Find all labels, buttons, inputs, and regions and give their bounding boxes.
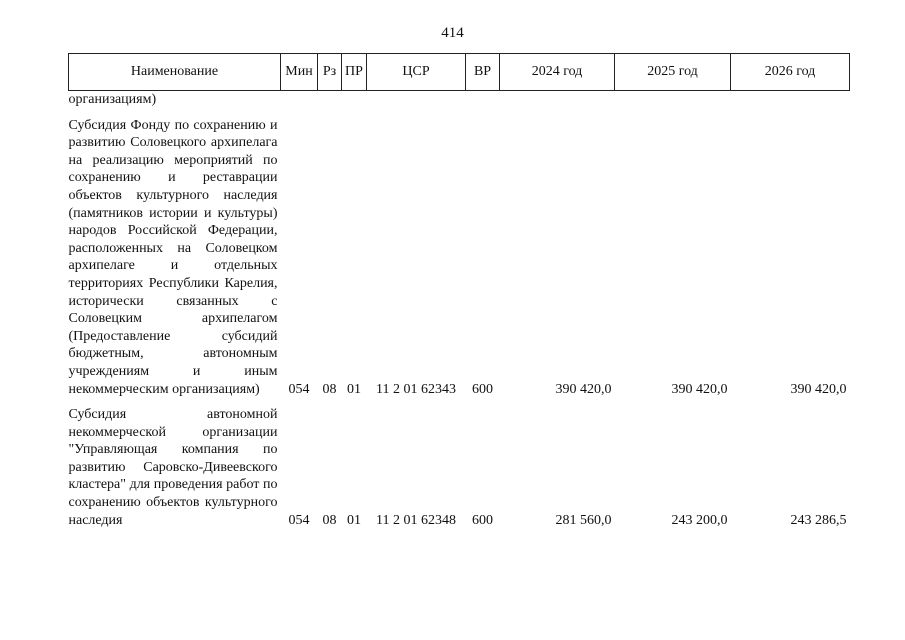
- row-name: Субсидия Фонду по сохранению и развитию Соловецкого архипелага на реализацию мероприятий по сохранению и реставрации объектов культурного наследия (памятников истории и культуры) народов Российской Федерации, расположенных на Соловецком архипелаге и отдельных территориях Республики Карелия, исторически связанных с Соловецким архипелагом (Предоставление субсидий бюджетным, автономным учреждениям и иным некоммерческим организациям): [68, 117, 278, 397]
- row-pr: 01: [347, 381, 361, 397]
- header-2026: 2026 год: [731, 54, 850, 91]
- row-2024: 281 560,0: [555, 512, 612, 528]
- row-name: организациям): [68, 92, 157, 107]
- header-rz: Рз: [318, 54, 342, 91]
- row-csr: 11 2 01 62343: [376, 381, 456, 397]
- row-pr: 01: [347, 512, 361, 528]
- header-vr: ВР: [466, 54, 500, 91]
- table-header-row: [69, 54, 850, 91]
- header-name: Наименование: [69, 54, 281, 91]
- header-pr: ПР: [342, 54, 367, 91]
- row-name: Субсидия автономной некоммерческой организации "Управляющая компания по развитию Саровско-Дивеевского кластера" для проведения работ по сохранению объектов культурного наследия: [68, 407, 278, 528]
- row-spacer: [69, 109, 850, 117]
- page-number: 414: [441, 25, 464, 41]
- table-row: [69, 117, 850, 399]
- row-csr: 11 2 01 62348: [376, 512, 456, 528]
- row-rz: 08: [322, 512, 337, 528]
- row-2026: 243 286,5: [790, 512, 847, 528]
- row-min: [281, 91, 318, 109]
- row-min: 054: [288, 381, 310, 397]
- row-vr: 600: [472, 512, 493, 528]
- row-spacer: [69, 398, 850, 406]
- row-min: 054: [288, 512, 310, 528]
- budget-table: [68, 53, 850, 529]
- row-2025: 390 420,0: [671, 381, 728, 397]
- header-min: Мин: [281, 54, 318, 91]
- table-row: [69, 406, 850, 529]
- row-2026: 390 420,0: [790, 381, 847, 397]
- table-row: [69, 91, 850, 109]
- row-2026: [731, 91, 850, 109]
- row-pr: [342, 91, 367, 109]
- row-csr: [367, 91, 466, 109]
- row-2025: [615, 91, 731, 109]
- row-2024: 390 420,0: [555, 381, 612, 397]
- row-vr: 600: [472, 381, 493, 397]
- row-rz: 08: [322, 381, 337, 397]
- header-csr: ЦСР: [367, 54, 466, 91]
- row-2024: [500, 91, 615, 109]
- row-vr: [466, 91, 500, 109]
- row-rz: [318, 91, 342, 109]
- header-2024: 2024 год: [500, 54, 615, 91]
- row-2025: 243 200,0: [671, 512, 728, 528]
- header-2025: 2025 год: [615, 54, 731, 91]
